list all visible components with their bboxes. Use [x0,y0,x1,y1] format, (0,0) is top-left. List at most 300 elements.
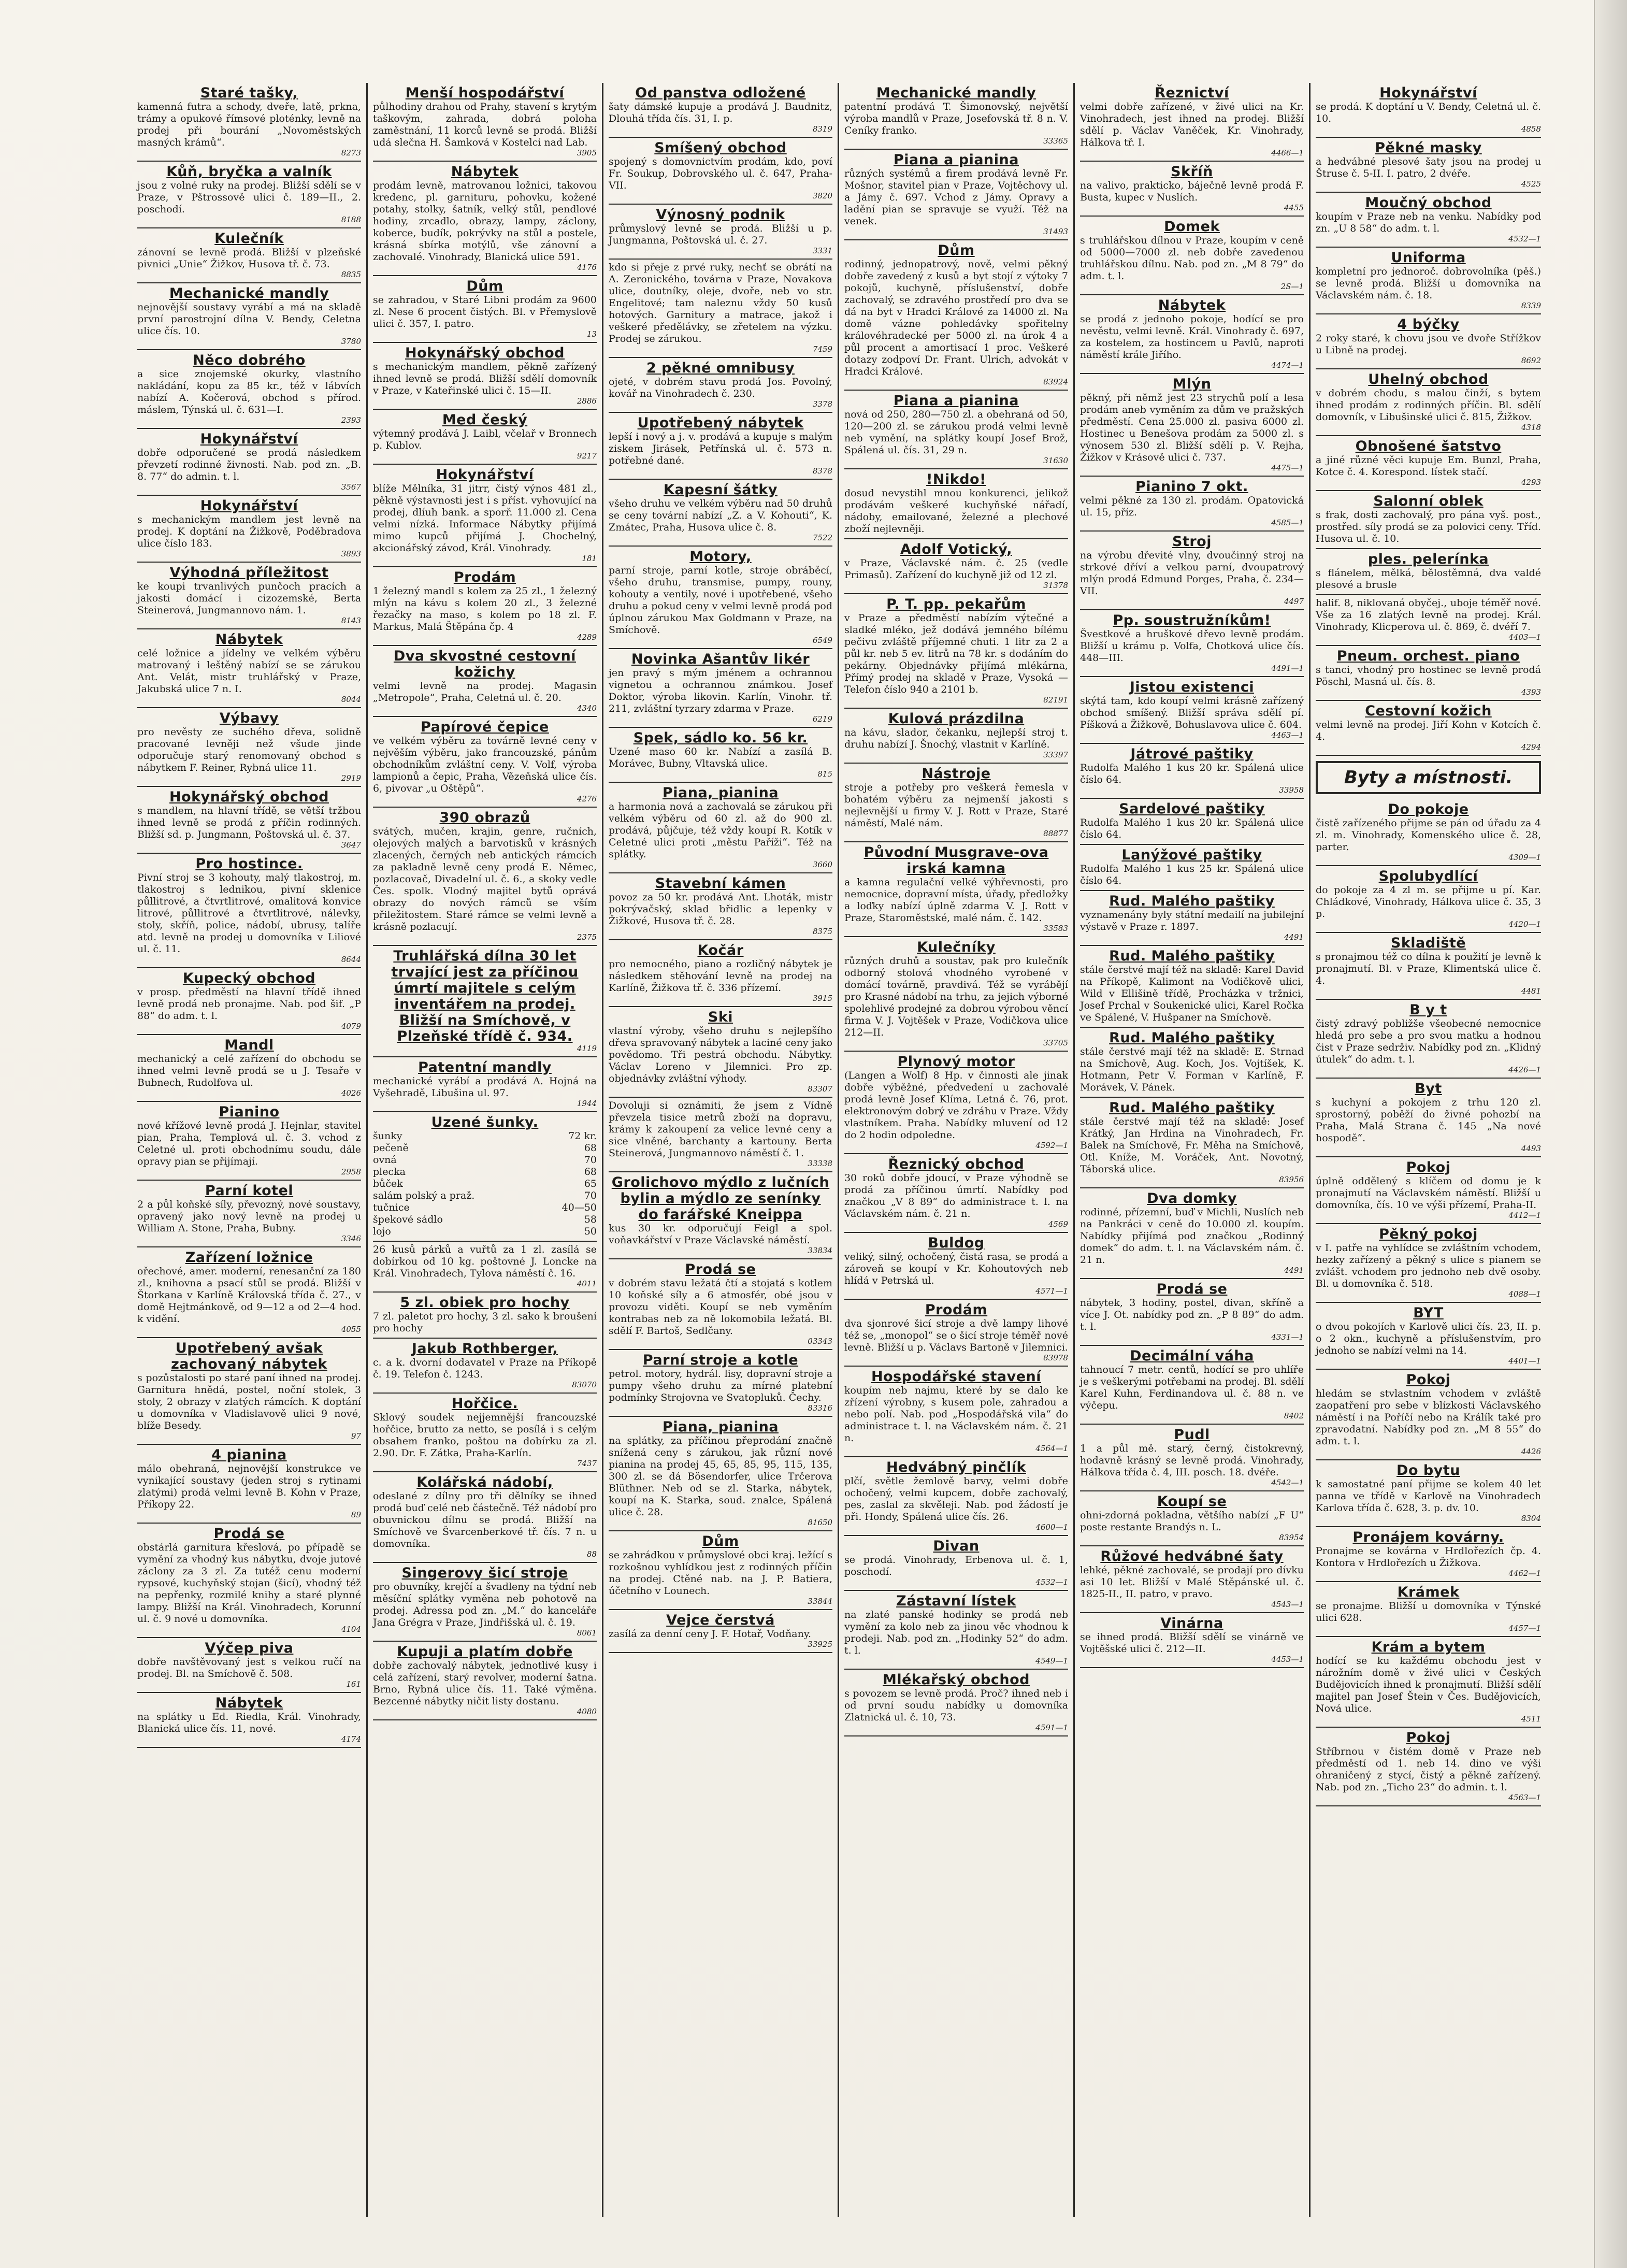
ad-number: 2393 [341,415,361,425]
ad-number: 4055 [341,1325,361,1334]
ad-number: 3893 [341,549,361,558]
classified-ad [137,1102,361,1181]
ad-heading: Pěkné masky [1375,140,1482,156]
classified-ad [137,1181,361,1247]
ad-text: veliký, silný, ochočený, čistá rasa, se prodá a zároveň se koupí v Kr. Kohoutových neb hlídá v Petrská ul. [844,1251,1068,1286]
ad-text: na splátky u Ed. Riedla, Král. Vinohrady, Blanická ulice čís. 11, nové. [137,1711,361,1734]
ad-number: 2375 [577,932,597,942]
ad-heading: Truhlářská dílna 30 let trvající jest za příčinou úmrtí majitele s celým inventářem na prodej. Bližší na Smíchově, v Plzeňské třídě č. 934. [391,948,579,1044]
ad-number: 13 [586,329,597,339]
ad-text: 1 železný mandl s kolem za 25 zl., 1 železný mlýn na kávu s kolem 20 zl., 3 železné řezačky na maso, s kolem po 18 zl. F. Markus, Malá Štěpána čp. 4 [373,585,597,633]
ad-text: málo obehraná, nejnovější konstrukce ve vynikající soustavy (jeden stroj s rytinami zlatými) prodá velmi levně B. Kohn v Praze, Příkopy 22. [137,1463,361,1510]
price-item: pečeně [373,1142,409,1154]
ad-heading: Smíšený obchod [654,140,787,156]
classified-ad [844,240,1068,391]
ad-text: dva sjonrové šicí stroje a dvě lampy lihové též se, „monopol“ se o šicí stroje téměř nové levně. Bližší u p. Václavs Bartoně v Jilemnici. [844,1318,1068,1353]
ad-heading: Pp. soustružníkům! [1113,612,1271,628]
classified-ad [844,1591,1068,1670]
ad-number: 4088—1 [1508,1289,1541,1299]
ad-number: 4462—1 [1508,1569,1541,1578]
ad-text: s mechanickým mandlem, pěkně zařízený ihned levně se prodá. Bližší sdělí domovník v Praze, v Kateřinské ulici č. 15—II. [373,361,597,396]
ad-text: spojený s domovnictvím prodám, kdo, poví Fr. Soukup, Dobrovského ul. č. 647, Praha-VII. [609,156,832,191]
ad-number: 8692 [1521,356,1541,365]
classified-ad [1316,314,1541,369]
ad-heading: Pokoj [1406,1730,1451,1746]
ad-heading: Pianino [219,1104,280,1120]
ad-heading: Kůň, bryčka a valník [166,164,332,180]
ad-number: 4426—1 [1508,1065,1541,1074]
classified-ad [609,83,832,138]
ad-number: 2886 [577,396,597,406]
classified-ad [844,1670,1068,1736]
ad-heading: Staré tašky, [200,85,298,101]
ad-text: s mechanickým mandlem jest levně na prodej. K doptání na Žižkově, Poděbradova ulice číslo 183. [137,514,361,549]
classified-ad [1316,193,1541,248]
ad-number: 83316 [808,1403,832,1413]
classified-ad [609,1098,832,1172]
ad-text: na splátky, za příčinou přeprodání značně snížená ceny s zárukou, jak různí nové pianina na prodej 45, 65, 85, 95, 115, 135, 300 zl. se dá Bösendorfer, ulice Trčerova Blüthner. Neb od se zl. Starka, nábytek, koupí na K. Starka, soud. znalce, Spálená ulice č. 28. [609,1435,832,1518]
classified-ad [844,842,1068,937]
ad-number: 4457—1 [1508,1624,1541,1633]
ad-text: dosud nevystihl mnou konkurenci, jelikož prodávám veškeré kuchyňské nářadí, nádoby, emailované, železné a plechové zboží nejlevněji. [844,487,1068,535]
ad-number: 4393 [1521,687,1541,697]
ad-number: 3647 [341,840,361,850]
ad-text: hodící se ku každému obchodu jest v nárožním domě v živé ulici v Českých Budějovicích ihned k pronajmutí. Bližší sdělí majitel pan Josef Štein v Čes. Budějovicích, Nová ulice. [1316,1655,1541,1714]
ad-heading: Prodám [925,1302,988,1318]
price-value: 68 [584,1166,597,1178]
classified-ad [1316,436,1541,491]
classified-ad [373,276,597,343]
ad-number: 2S—1 [1280,282,1304,291]
ad-text: jsou z volné ruky na prodej. Bližší sdělí se v Praze, v Pštrossově ulici č. 189—II., 2. poschodí. [137,180,361,215]
ad-heading: !Nikdo! [926,471,986,487]
ad-heading: Pokoj [1406,1159,1451,1175]
ad-number: 33365 [1043,136,1068,146]
ad-text: jen pravý s mým jménem a ochrannou vignetou a ochrannou známkou. Josef Doktor, výroba likovin. Karlín, Vinohr. tř. 211, zvláštní tyrzary zdarma v Praze. [609,667,832,714]
section-banner: Byty a místnosti. [1316,761,1541,794]
classified-ad [373,465,597,567]
ad-number: 8061 [577,1628,597,1638]
ad-heading: Cestovní kožich [1365,703,1492,719]
ad-heading: Jistou existenci [1129,679,1255,695]
ad-text: pěkný, při němž jest 23 strychů polí a lesa prodám aneb vyměním za dům ve pražských předměstí. Cena 25.000 zl. pasiva 6000 zl. Hostinec u Benešova prodám za 5000 zl. s výnosem 530 zl. Bližší sdělí p. V. Rejha, Žižkov v Krásově ulici č. 737. [1080,392,1304,463]
ad-number: 4276 [577,794,597,803]
ad-heading: Pro hostince. [195,856,303,872]
price-item: ovná [373,1154,397,1166]
ad-text: mechanický a celé zařízení do obchodu se ihned velmi levně prodá se u J. Tesaře v Bubnech, Rudolfova ul. [137,1053,361,1088]
classified-ad [609,783,832,873]
classified-ad [1080,1279,1304,1346]
ad-number: 7459 [812,344,832,354]
ad-text: všeho druhu ve velkém výběru nad 50 druhů se ceny tovární nabízí „Z. a V. Kohouti“, K. Zmátec, Praha, Husova ulice č. 8. [609,498,832,533]
ad-heading: Buldog [928,1235,985,1251]
ad-number: 3331 [812,246,832,255]
classified-ad [1080,1546,1304,1613]
ad-heading: Med český [442,412,528,428]
ad-heading: Patentní mandly [418,1059,552,1075]
ad-number: 4549—1 [1035,1656,1068,1666]
ad-number: 6219 [812,714,832,724]
ad-heading: Sardelové paštiky [1119,801,1265,817]
classified-ad [1316,1637,1541,1728]
ad-heading: Od panstva odložené [635,85,806,101]
classified-ad [1316,933,1541,1000]
classified-ad [1080,1613,1304,1668]
ad-number: 9217 [577,451,597,461]
ad-number: 4591—1 [1035,1723,1068,1732]
ad-text: 26 kusů párků a vuřtů za 1 zl. zasílá se dobírkou od 10 kg. poštovné J. Loncke na Král. Vinohradech, Tylova náměstí č. 16. [373,1244,597,1279]
ad-heading: Koupí se [1157,1494,1227,1510]
ad-text: vlastní výroby, všeho druhu s nejlepšího dřeva spravovaný nábytek a laciné ceny jako povědomo. Tři pestrá obchodu. Nábytky. Václav Loreno v Jilemnici. Pro zp. objednávky zvláštní výhody. [609,1025,832,1084]
classified-ad [1316,1728,1541,1806]
ad-text: výtemný prodává J. Laibl, včelař v Bronnech p. Kublov. [373,428,597,451]
ad-heading: Stavební kámen [655,875,786,892]
classified-ad [609,1610,832,1653]
ad-text: a kamna regulační velké výhřevnosti, pro nemocnice, dopravní místa, úřady, předložky a loďky nabízí úplně zdarma V. J. Rott v Praze, Staroměstské, malé nám. č. 142. [844,877,1068,924]
ad-number: 4401—1 [1508,1356,1541,1366]
ad-text: prodám levně, matrovanou ložnici, takovou kredenc, pl. garnituru, pohovku, kožené potahy, stolky, šatník, velký stůl, pendlové hodiny, zrcadlo, obrazy, lampy, záclony, koberce, budík, pokrývky na stůl a postele, krásná sbírka motýlů, vše zánovní a zachovalé. Vinohrady, Blanická ulice 591. [373,180,597,263]
ad-text: kus 30 kr. odporučují Feigl a spol. voňavkářství v Praze Václavské náměstí. [609,1223,832,1246]
ad-heading: Kulová prázdilna [888,711,1025,727]
ad-text: šaty dámské kupuje a prodává J. Baudnitz, Dlouhá třída čís. 31, I. p. [609,101,832,124]
ad-heading: Domek [1164,219,1220,235]
classified-ad [1080,891,1304,946]
ad-heading: Menší hospodářství [405,85,565,101]
classified-ad [373,343,597,410]
classified-ad [1316,248,1541,314]
classified-ad [373,646,597,717]
ad-heading: Hokynářství [1379,85,1477,101]
ad-text: lehké, pěkné zachovalé, se prodají pro dívku asi 10 let. Bližší v Malé Stěpánské ul. č. 1825-II., II. patro, v pravo. [1080,1564,1304,1600]
classified-ad [137,429,361,496]
price-value: 58 [584,1214,597,1225]
ad-number: 4571—1 [1035,1286,1068,1296]
ad-text: obstárlá garnitura křeslová, po případě se vymění za vhodný kus nábytku, dvoje jutové záclony za 3 zl. Za tutéž cenu moderní rypsové, kuchyňský stojan (šicí), vhodný též na pepřenky, rozmilé knihy a staré plynné lampy. Bližší na Král. Vinohradech, Korunní ul. č. 9 nové u domovníka. [137,1542,361,1625]
ad-number: 7437 [577,1459,597,1468]
ad-heading: Hokynářství [200,498,298,514]
classified-ad [1080,1491,1304,1546]
classified-ad [137,1524,361,1638]
ad-text: se prodá z jednoho pokoje, hodící se pro nevěstu, velmi levně. Král. Vinohrady č. 697, za kostelem, za hostincem u Pavlů, naproti náměstí krále Jiřího. [1080,313,1304,361]
ad-heading: Výnosný podnik [656,207,785,223]
price-row [373,1154,597,1166]
ad-number: 4475—1 [1271,463,1304,472]
ad-heading: Zařízení ložnice [185,1250,313,1266]
ad-heading: Mechanické mandly [169,285,329,302]
ad-heading: Pokoj [1406,1372,1451,1388]
ad-heading: Lanýžové paštiky [1121,847,1262,863]
ad-heading: Byt [1415,1081,1442,1097]
classified-ad [137,1247,361,1338]
ad-number: 33844 [808,1597,832,1606]
ad-text: 1 a půl mě. starý, černý, čistokrevný, hodavně krásný se levně prodá. Vinohrady, Hálkova třída č. 4, III. posch. 18. dvéře. [1080,1443,1304,1478]
classified-ad [844,539,1068,594]
price-item: salám polský a praž. [373,1190,475,1201]
ad-text: čistý zdravý pobližše všeobecné nemocnice hledá pro sebe a pro svou matku a hodnou čist v Praze sedrživ. Nabídky pod zn. „Klidný útulek“ do adm. t. l. [1316,1018,1541,1065]
ad-text: stále čerstvé mají též na skladě: Karel David na Příkopě, Kalimont na Vodičkově ulici, Wild v Ellišině třídě, Procházka v tržnici, Josef Prchal v Soukenické ulici, Karel Ročka ve Spálené, V. Hušpaner na Smíchově. [1080,964,1304,1023]
ad-text: nábytek, 3 hodiny, postel, divan, skříně a více J. Ot. nabídky pod zn. „P 8 89“ do adm. t. l. [1080,1297,1304,1332]
classified-ad [137,1638,361,1693]
classified-ad [609,940,832,1007]
ad-heading: BYT [1413,1305,1444,1321]
ad-text: stále čerstvé mají též na skladě: E. Strnad na Smíchově, Aug. Koch, Jos. Vojtíšek, K. Hotmann, Petr V. Forman v Karlíně, F. Morávek, V. Pánek. [1080,1046,1304,1093]
ad-text: kompletní pro jednoroč. dobrovolníka (pěš.) se levně prodá. Bližší u domovníka na Václavském nám. č. 18. [1316,266,1541,301]
classified-ad [1080,1425,1304,1491]
ad-text: ojeté, v dobrém stavu prodá Jos. Povolný, kovář na Vinohradech č. 230. [609,376,832,399]
ad-heading: Hořčice. [451,1396,519,1412]
ad-text: Rudolfa Malého 1 kus 25 kr. Spálená ulice číslo 64. [1080,863,1304,886]
ad-number: 03343 [808,1337,832,1346]
ad-number: 4453—1 [1271,1655,1304,1664]
classified-ad [1316,1000,1541,1079]
price-value: 70 [584,1190,597,1201]
ad-number: 4455 [1284,203,1304,212]
ad-number: 88 [586,1549,597,1559]
ad-heading: Původní Musgrave-ova irská kamna [863,844,1049,877]
ad-text: do pokoje za 4 zl m. se přijme u pí. Kar. Chládkové, Vinohrady, Hálkova ulice č. 35, 3 p. [1316,884,1541,920]
ad-number: 3567 [341,482,361,492]
ad-number: 4564—1 [1035,1444,1068,1453]
ad-text: kdo si přeje z prvé ruky, nechť se obrátí na A. Zeronického, továrna v Praze, Novakova ulice, doutníky, oleje, dvoře, neb vo str. Engelitové; tam naleznu vždy 50 kusů hotových. Garnitury a matrace, jakož i veškeré předělávky, se zřetelem na výzku. Prodej se zárukou. [609,262,832,344]
ad-number: 81650 [808,1518,832,1527]
ad-number: 4412—1 [1508,1211,1541,1220]
ad-heading: Jakub Rothberger, [411,1341,558,1357]
ad-number: 4481 [1521,986,1541,996]
ad-text: povoz za 50 kr. prodává Ant. Lhoták, mistr pokrývačský, sklad břidlic a lepenky v Žižkové, Husova tř. č. 28. [609,892,832,927]
ad-heading: Parní stroje a kotle [642,1352,799,1368]
ad-heading: Prodá se [685,1261,756,1277]
ad-text: s povozem se levně prodá. Proč? ihned neb i od první soudu nabídky u domovníka Zlatnická ul. č. 10, 73. [844,1688,1068,1723]
classified-ad [1080,744,1304,799]
ad-number: 83954 [1279,1533,1304,1542]
ad-heading: Pronájem kovárny. [1352,1529,1504,1545]
ad-heading: Růžové hedvábné šaty [1100,1548,1284,1564]
ad-number: 4466—1 [1271,148,1304,157]
classified-ad [373,1394,597,1472]
ad-number: 33958 [1279,785,1304,795]
ad-heading: Rud. Malého paštiky [1109,1030,1275,1046]
classified-ad [609,1007,832,1098]
ad-number: 82191 [1043,695,1068,705]
ad-text: nové křížové levně prodá J. Hejnlar, stavitel pian, Praha, Templová ul. č. 3. vchod z Celetné ul. proti obchodnímu soudu, dále opravy pian se přijímají. [137,1120,361,1167]
price-row [373,1166,597,1178]
classified-ad [609,358,832,413]
ad-number: 3915 [812,994,832,1003]
ad-text: 2 a půl koňské síly, převozný, nové soustavy, opravený jako nový levně na prodej u William A. Stone, Praha, Bubny. [137,1199,361,1234]
ad-number: 4600—1 [1035,1523,1068,1532]
ad-number: 4511 [1521,1714,1541,1724]
price-item: špekové sádlo [373,1214,443,1225]
ad-text: stále čerstvé mají též na skladě: Josef Krátký, Jan Hrdina na Vinohradech, Fr. Balek na Smíchově, Fr. Měha na Smíchově, Otl. Kníže, M. Voráček, Ant. Novotný, Táborská ulice. [1080,1116,1304,1175]
ad-heading: Divan [933,1538,980,1554]
ad-number: 88877 [1043,829,1068,838]
ad-text: s kuchyní a pokojem z trhu 120 zl. sprostorný, poběží do živné pohozbí na Praha, Malá Strana č. 145 „Na nové hospodě“. [1316,1097,1541,1144]
classified-ad [1316,701,1541,756]
ad-number: 4104 [341,1625,361,1634]
ad-number: 83307 [808,1084,832,1094]
ad-number: 4340 [577,704,597,713]
ad-heading: Nábytek [215,631,283,648]
ad-heading: Do bytu [1396,1462,1460,1478]
ad-number: 3378 [812,399,832,409]
ad-heading: Skříň [1171,164,1213,180]
ad-text: velmi levně na prodej. Magasin „Metropole“, Praha, Celetná ul. č. 20. [373,680,597,704]
classified-ad [1080,677,1304,744]
ad-number: 4474—1 [1271,361,1304,370]
ad-heading: Papírové čepice [421,719,549,735]
ad-heading: Upotřebený nábytek [637,415,804,431]
ad-heading: Rud. Malého paštiky [1109,893,1275,909]
ad-text: Pronajme se kovárna v Hrdlořezích čp. 4. Kontora v Hrdlořezích u Žižkova. [1316,1545,1541,1569]
ad-text: s mandlem, na hlavní třídě, se větší tržbou ihned levně se prodá z příčin rodinných. Bližší sd. p. Jungmann, Poštovská ul. č. 37. [137,805,361,840]
classified-ad [609,547,832,649]
classified-ad [1080,83,1304,162]
ad-text: lepší i nový a j. v. prodává a kupuje s malým ziskem Jirásek, Petřínská ul. č. 573 n. potřebné dané. [609,431,832,466]
ad-heading: Nástroje [922,766,991,782]
classified-ad [1316,595,1541,646]
ad-text: k samostatné paní přijme se kolem 40 let panna ve třídě v Karlově na Vinohradech Karlova třída č. 628, 3. p. dv. 10. [1316,1478,1541,1514]
ad-text: pro obuvníky, krejčí a švadleny na týdní neb měsíční splátky vyměna neb pohotově na prodej. Adressa pod zn. „M.“ do kanceláře Jana Grégra v Praze, Jindřišská ul. č. 19. [373,1581,597,1628]
classified-ad [137,708,361,787]
ad-heading: Uniforma [1391,250,1466,266]
ad-number: 1944 [577,1099,597,1108]
ad-number: 4026 [341,1088,361,1098]
ad-number: 4080 [577,1707,597,1716]
ad-text: ohni-zdorná pokladna, většího nabízí „F U“ poste restante Brandýs n. L. [1080,1510,1304,1533]
ad-heading: 4 pianina [211,1447,287,1463]
ad-text: na výrobu dřevité vlny, dvoučinný stroj na strkové dříví a velkou parní, dvoupatrový mlýn prodá Edmund Porges, Praha, č. 234—VII. [1080,550,1304,597]
classified-ad [137,350,361,429]
ad-text: dobře odporučené se prodá následkem převzetí rodinné živnosti. Nab. pod zn. „B. 8. 77“ do admin. t. l. [137,447,361,482]
classified-ad [609,1531,832,1610]
classified-ad [844,764,1068,842]
classified-ad [1080,1188,1304,1279]
ad-text: zánovní se levně prodá. Bližší v plzeňské pivnici „Unie“ Žižkov, Husova tř. č. 73. [137,247,361,270]
classified-ad [844,1154,1068,1233]
column-6 [1311,83,1546,2217]
ad-heading: Hedvábný pinčlík [886,1459,1026,1475]
ad-text: Rudolfa Malého 1 kus 20 kr. Spálená ulice číslo 64. [1080,762,1304,785]
ad-text: plčí, světle žemlově barvy, velmi dobře ochočený, velmi kupcem, dobře zachovalý, pes, zaslal za skvěleji. Nab. pod žádostí je při. Hondy, Spálená ulice čís. 26. [844,1475,1068,1523]
ad-text: v Praze a předměstí nabízím výtečné a sladké mléko, jež dodává jemného bílému pečivu zvláště příjemné chuti. 1 litr za 2 a půl kr. neb 5 ev. litrů na 78 kr. s dodáním do pekárny. Objednávky přijímá mlékárna, Přímý prodej na skladě v Praze, Vysoká — Telefon číslo 940 a 2101 b. [844,612,1068,695]
ad-number: 4174 [341,1734,361,1744]
ad-number: 4426 [1521,1447,1541,1456]
price-value: 50 [584,1226,597,1237]
price-row [373,1130,597,1142]
ad-number: 4491 [1284,1266,1304,1275]
ad-text: Pivní stroj se 3 kohouty, malý tlakostroj, m. tlakostroj s lednikou, pivní sklenice půllitrové, a čtvrtlitrové, omalitová konvice litrové, půllitrové a čtvrtlitrové, nálevky, stoly, skříň, police, nádobí, ubrusy, talíře atd. levně na prodej u domovníka v Liliové ul. č. 11. [137,872,361,955]
ad-heading: Dva skvostné cestovní kožichy [393,648,577,680]
ad-number: 4318 [1521,423,1541,432]
ad-number: 4585—1 [1271,518,1304,527]
ad-number: 33583 [1043,924,1068,933]
price-row [373,1178,597,1190]
ad-text: s pronajmou též co dílna k použití je levně k pronajmutí. Bl. v Praze, Klimentská ulice č. 4. [1316,951,1541,986]
column-4 [839,83,1075,2217]
ad-number: 4331—1 [1271,1332,1304,1342]
classified-ad [1316,138,1541,193]
ad-text: Dovoluji si oznámiti, že jsem z Vídně převzela tisice metrů zboží na dopravu, krámy k zakoupení za velice levné ceny a sice vlněné, barchanty a kartouny. Berta Steinerová, Jungmannovo náměstí č. 1. [609,1100,832,1159]
ad-number: 161 [346,1680,361,1689]
ad-text: ořechové, amer. moderní, renesanční za 180 zl., knihovna a psací stůl se prodá. Bližší v Štorkana v Karlíně Královská třída č. 27., v domě Hejtmánkově, od 9—12 a od 2—4 hod. k vidění. [137,1266,361,1325]
ad-number: 4563—1 [1508,1793,1541,1802]
ad-heading: Něco dobrého [193,352,306,368]
ad-heading: Pěkný pokoj [1379,1226,1478,1242]
classified-ad [137,854,361,968]
ad-heading: Uzené šunky. [431,1114,539,1130]
classified-ad [1316,646,1541,701]
classified-ad [609,873,832,940]
ad-number: 4294 [1521,742,1541,752]
ad-number: 7522 [812,533,832,542]
ad-number: 4525 [1521,179,1541,189]
ad-number: 4420—1 [1508,920,1541,929]
ad-heading: Kupuji a platím dobře [397,1644,573,1660]
ad-text: se zahradou, v Staré Libni prodám za 9600 zl. Nese 6 procent čistých. Bl. v Přemyslově ulici č. 357, I. patro. [373,294,597,329]
ad-text: se pronajme. Bližší u domovníka v Týnské ulici 628. [1316,1600,1541,1624]
classified-ad [373,1472,597,1563]
classified-ad [137,787,361,854]
ad-number: 8143 [341,616,361,625]
ad-number: 4289 [577,633,597,642]
ad-heading: Dům [702,1533,739,1549]
ad-number: 4079 [341,1022,361,1031]
page-edge [1594,0,1627,2268]
ad-text: nejnovější soustavy vyrábí a má na skladě první parostrojní dílna V. Bendy, Celetna ulice čís. 10. [137,302,361,337]
classified-ad [137,968,361,1035]
ad-text: úplně oddělený s klíčem od domu je k pronajmutí na Václavském náměstí. Bližší u domovníka, čís. 10 ve výši přízemí, Praha-II. [1316,1175,1541,1211]
ad-heading: Vinárna [1160,1615,1223,1631]
price-value: 68 [584,1142,597,1154]
price-row [373,1190,597,1202]
ad-number: 8304 [1521,1514,1541,1523]
ad-number: 815 [817,769,832,779]
ad-text: na valivo, prakticko, báječně levně prodá F. Busta, kupec v Nuslích. [1080,180,1304,203]
classified-ad [1316,83,1541,138]
ad-heading: 2 pěkné omnibusy [646,360,795,376]
ad-number: 4309—1 [1508,853,1541,862]
ad-heading: Prodá se [1156,1281,1228,1297]
classified-ad [1080,1346,1304,1425]
ad-heading: Kolářská nádobí, [416,1474,553,1490]
classified-ad [609,138,832,205]
classified-ad [609,480,832,547]
ad-number: 4293 [1521,478,1541,487]
classified-ad [1316,1224,1541,1303]
ad-text: dobře navštěvovaný jest s velkou ručí na prodej. Bl. na Smíchově č. 508. [137,1656,361,1680]
ad-heading: Motory, [689,549,752,565]
price-row [373,1226,597,1238]
ad-text: různých systémů a firem prodává levně Fr. Mošnor, stavitel pian v Praze, Vojtěchovy ul. a Jámy č. 697. Vchod z Jámy. Opravy a ladění pian se spravuje se využí. Též na venek. [844,168,1068,227]
ad-text: půlhodiny drahou od Prahy, stavení s krytým taškovým, zahrada, dobrá poloha zaměstnání, 11 korců levně se prodá. Bližší udá slečna H. Šamková v Kostelci nad Lab. [373,101,597,148]
classified-ad [1080,162,1304,217]
ad-heading: Piana, pianina [662,785,779,801]
price-item: tučnice [373,1202,410,1213]
ad-text: s truhlářskou dílnou v Praze, koupím v ceně od 5000—7000 zl. neb dobře zavedenou truhlářskou dílnu. Nab. pod zn. „M 8 79“ do adm. t. l. [1080,235,1304,282]
ad-heading: Rud. Malého paštiky [1109,1100,1275,1116]
ad-text: 2 roky staré, k chovu jsou ve dvoře Střížkov u Libně na prodej. [1316,333,1541,356]
ad-heading: Výčep piva [205,1640,294,1656]
ad-heading: Kupecký obchod [182,970,316,986]
ad-heading: Mechanické mandly [876,85,1036,101]
classified-ad [1080,610,1304,677]
classified-ad [609,1259,832,1350]
classified-ad [609,413,832,480]
ad-text: v I. patře na vyhlídce se zvláštním vchodem, hezky zařízený a pěkný s ulice s pianem se zvlášt. vchodem pro jednoho neb dvě osoby. Bl. u domovníka č. 518. [1316,1242,1541,1289]
ad-heading: Pudl [1174,1427,1210,1443]
classified-ad [1080,946,1304,1028]
ad-text: Stříbrnou v čistém domě v Praze neb předměstí od 1. neb 14. dino ve výši ohraničený z stycí, čistý a pěkně zařízený. Nab. pod zn. „Ticho 23“ do admin. t. l. [1316,1746,1541,1793]
